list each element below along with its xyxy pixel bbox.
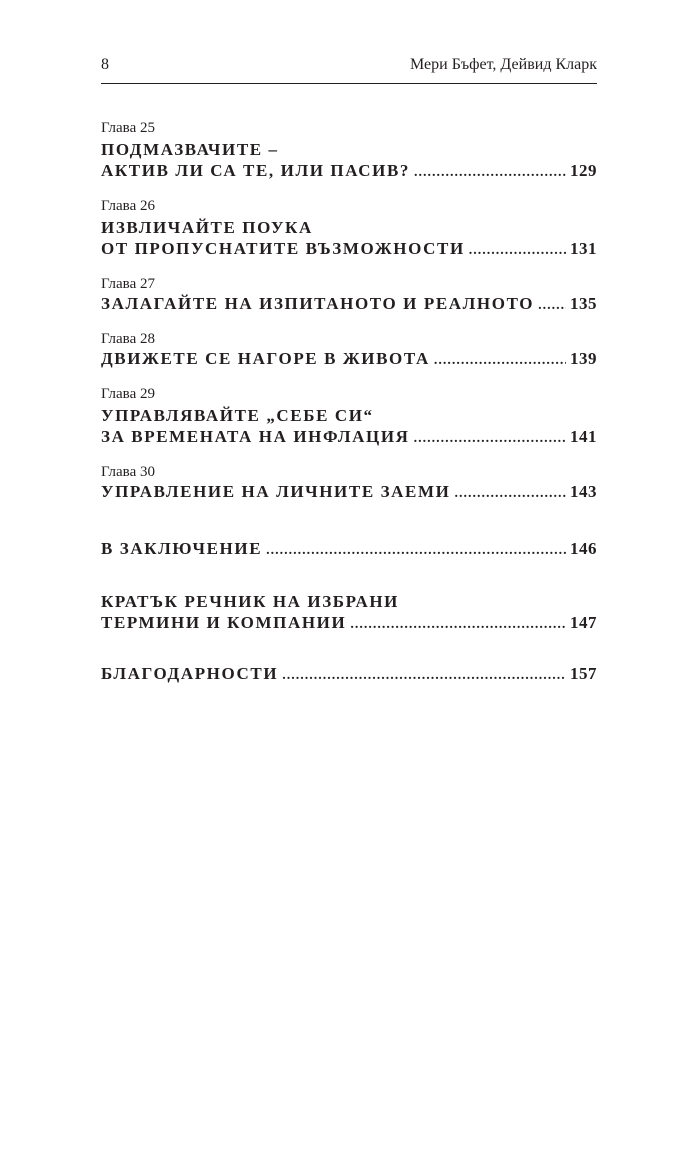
entry-title-line: ЗА ВРЕМЕНАТА НА ИНФЛАЦИЯ <box>101 427 410 446</box>
page-ref: 131 <box>570 239 597 258</box>
page-ref: 129 <box>570 161 597 180</box>
table-of-contents <box>101 118 597 684</box>
toc-entry[interactable] <box>101 384 597 447</box>
entry-title-line: УПРАВЛЕНИЕ НА ЛИЧНИТЕ ЗАЕМИ <box>101 482 451 501</box>
toc-entry-glossary[interactable] <box>101 590 597 633</box>
entry-title-line: БЛАГОДАРНОСТИ <box>101 664 279 683</box>
entry-title-line: АКТИВ ЛИ СА ТЕ, ИЛИ ПАСИВ? <box>101 161 410 180</box>
page-ref: 157 <box>570 664 597 683</box>
page-ref: 147 <box>570 613 597 632</box>
entry-title-line: ОТ ПРОПУСНАТИТЕ ВЪЗМОЖНОСТИ <box>101 239 465 258</box>
page-number: 8 <box>101 56 109 73</box>
dot-leader <box>538 298 566 314</box>
entry-title-line: КРАТЪК РЕЧНИК НА ИЗБРАНИ <box>101 592 399 611</box>
dot-leader <box>469 243 566 259</box>
dot-leader <box>454 486 566 502</box>
page-ref: 143 <box>570 482 597 501</box>
page-header <box>101 55 597 84</box>
chapter-label: Глава 27 <box>101 276 155 292</box>
toc-entry-acknowledgements[interactable] <box>101 664 597 684</box>
toc-entry[interactable] <box>101 196 597 259</box>
chapter-label: Глава 30 <box>101 464 155 480</box>
dot-leader <box>350 617 566 633</box>
page-ref: 139 <box>570 349 597 368</box>
entry-title-line: ДВИЖЕТЕ СЕ НАГОРЕ В ЖИВОТА <box>101 349 430 368</box>
running-head: Мери Бъфет, Дейвид Кларк <box>410 56 597 73</box>
chapter-label: Глава 29 <box>101 386 155 402</box>
entry-title-line: ТЕРМИНИ И КОМПАНИИ <box>101 613 347 632</box>
chapter-label: Глава 25 <box>101 120 155 136</box>
page-ref: 146 <box>570 539 597 558</box>
toc-entry[interactable] <box>101 462 597 502</box>
dot-leader <box>434 353 566 369</box>
dot-leader <box>266 543 566 559</box>
toc-entry-conclusion[interactable] <box>101 539 597 559</box>
chapter-label: Глава 28 <box>101 331 155 347</box>
entry-title-line: В ЗАКЛЮЧЕНИЕ <box>101 539 263 558</box>
dot-leader <box>414 165 566 181</box>
dot-leader <box>282 668 566 684</box>
toc-entry[interactable] <box>101 274 597 314</box>
toc-entry[interactable] <box>101 329 597 369</box>
page-ref: 135 <box>570 294 597 313</box>
page-ref: 141 <box>570 427 597 446</box>
entry-title-line: ПОДМАЗВАЧИТЕ – <box>101 140 279 159</box>
entry-title-line: УПРАВЛЯВАЙТЕ „СЕБЕ СИ“ <box>101 406 374 425</box>
toc-entry[interactable] <box>101 118 597 181</box>
entry-title-line: ЗАЛАГАЙТЕ НА ИЗПИТАНОТО И РЕАЛНОТО <box>101 294 535 313</box>
chapter-label: Глава 26 <box>101 198 155 214</box>
entry-title-line: ИЗВЛИЧАЙТЕ ПОУКА <box>101 218 313 237</box>
dot-leader <box>414 431 566 447</box>
